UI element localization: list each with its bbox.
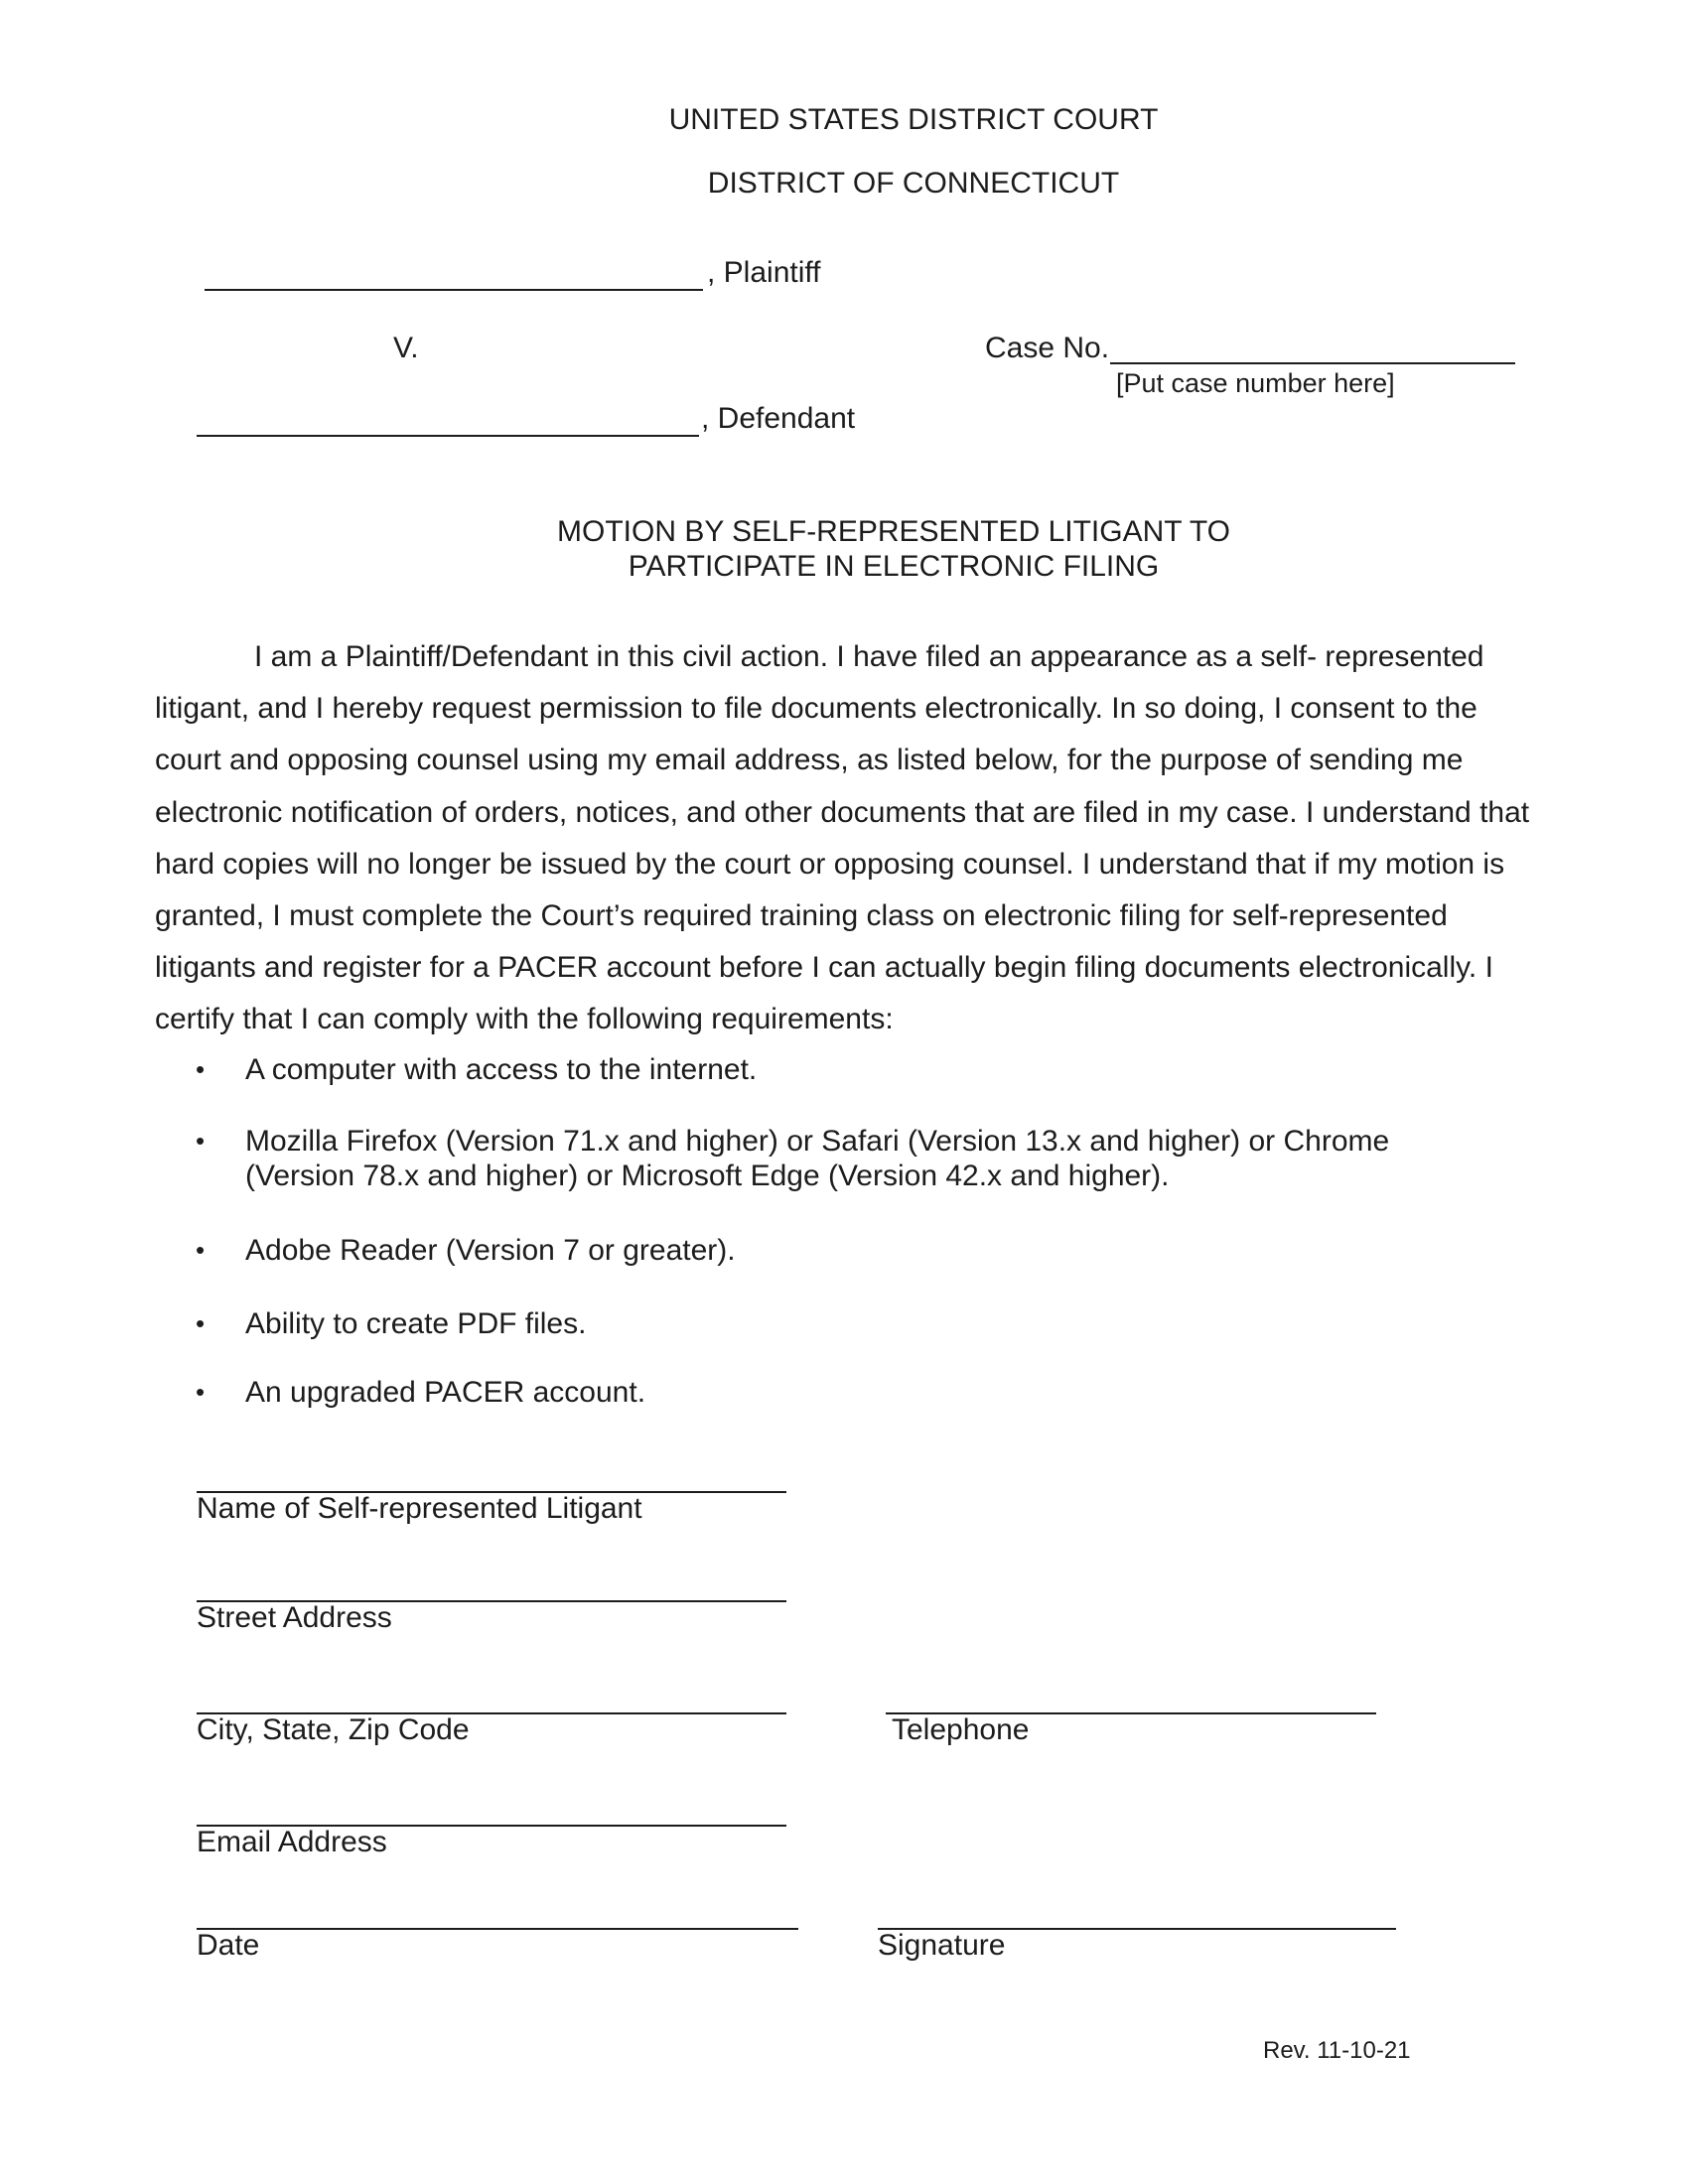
plaintiff-label: , Plaintiff [707, 256, 821, 289]
date-label: Date [197, 1929, 260, 1962]
case-number-label: Case No. [985, 332, 1110, 364]
city-state-zip-label: City, State, Zip Code [197, 1713, 470, 1746]
versus-label: V. [393, 332, 419, 364]
case-number-hint: [Put case number here] [1116, 368, 1395, 398]
court-district: DISTRICT OF CONNECTICUT [707, 167, 1120, 200]
case-number-blank-line[interactable] [1110, 362, 1515, 364]
bullet-icon: • [196, 1126, 206, 1156]
requirement-item: Mozilla Firefox (Version 71.x and higher) or Safari (Version 13.x and higher) or Chrome (Version 78.x and higher) or Microsoft Edge (Version 42.x and higher). [245, 1125, 1390, 1192]
requirement-item: An upgraded PACER account. [245, 1376, 646, 1409]
motion-body-paragraph: I am a Plaintiff/Defendant in this civil action. I have filed an appearance as a self- represented litigant, and I hereby request permission to file documents electronically. In so doing, I consent to the court and opposing counsel using my email address, as listed below, for the purpose of sending me electronic notification of orders, notices, and other documents that are filed in my case. I understand that hard copies will no longer be issued by the court or opposing counsel. I understand that if my motion is granted, I must complete the Court’s required training class on electronic filing for self-represented litigants and register for a PACER account before I can actually begin filing documents electronically. I certify that I can comply with the following requirements: [155, 640, 1530, 1036]
bullet-icon: • [196, 1235, 206, 1265]
name-label: Name of Self-represented Litigant [197, 1492, 642, 1525]
plaintiff-blank-line[interactable] [205, 289, 703, 291]
telephone-label: Telephone [892, 1713, 1030, 1746]
requirement-item: A computer with access to the internet. [245, 1053, 758, 1086]
bullet-icon: • [196, 1054, 206, 1084]
signature-label: Signature [878, 1929, 1006, 1962]
street-address-label: Street Address [197, 1601, 392, 1634]
motion-title-line-2: PARTICIPATE IN ELECTRONIC FILING [628, 550, 1160, 583]
defendant-label: , Defendant [701, 402, 856, 435]
motion-title-line-1: MOTION BY SELF-REPRESENTED LITIGANT TO [557, 515, 1230, 548]
requirement-item: Adobe Reader (Version 7 or greater). [245, 1234, 736, 1267]
bullet-icon: • [196, 1308, 206, 1338]
date-line[interactable] [197, 1928, 798, 1930]
court-name: UNITED STATES DISTRICT COURT [668, 103, 1159, 136]
revision-date: Rev. 11-10-21 [1263, 2037, 1411, 2064]
email-address-label: Email Address [197, 1826, 387, 1858]
defendant-blank-line[interactable] [197, 435, 699, 437]
requirement-item: Ability to create PDF files. [245, 1307, 587, 1340]
bullet-icon: • [196, 1377, 206, 1407]
